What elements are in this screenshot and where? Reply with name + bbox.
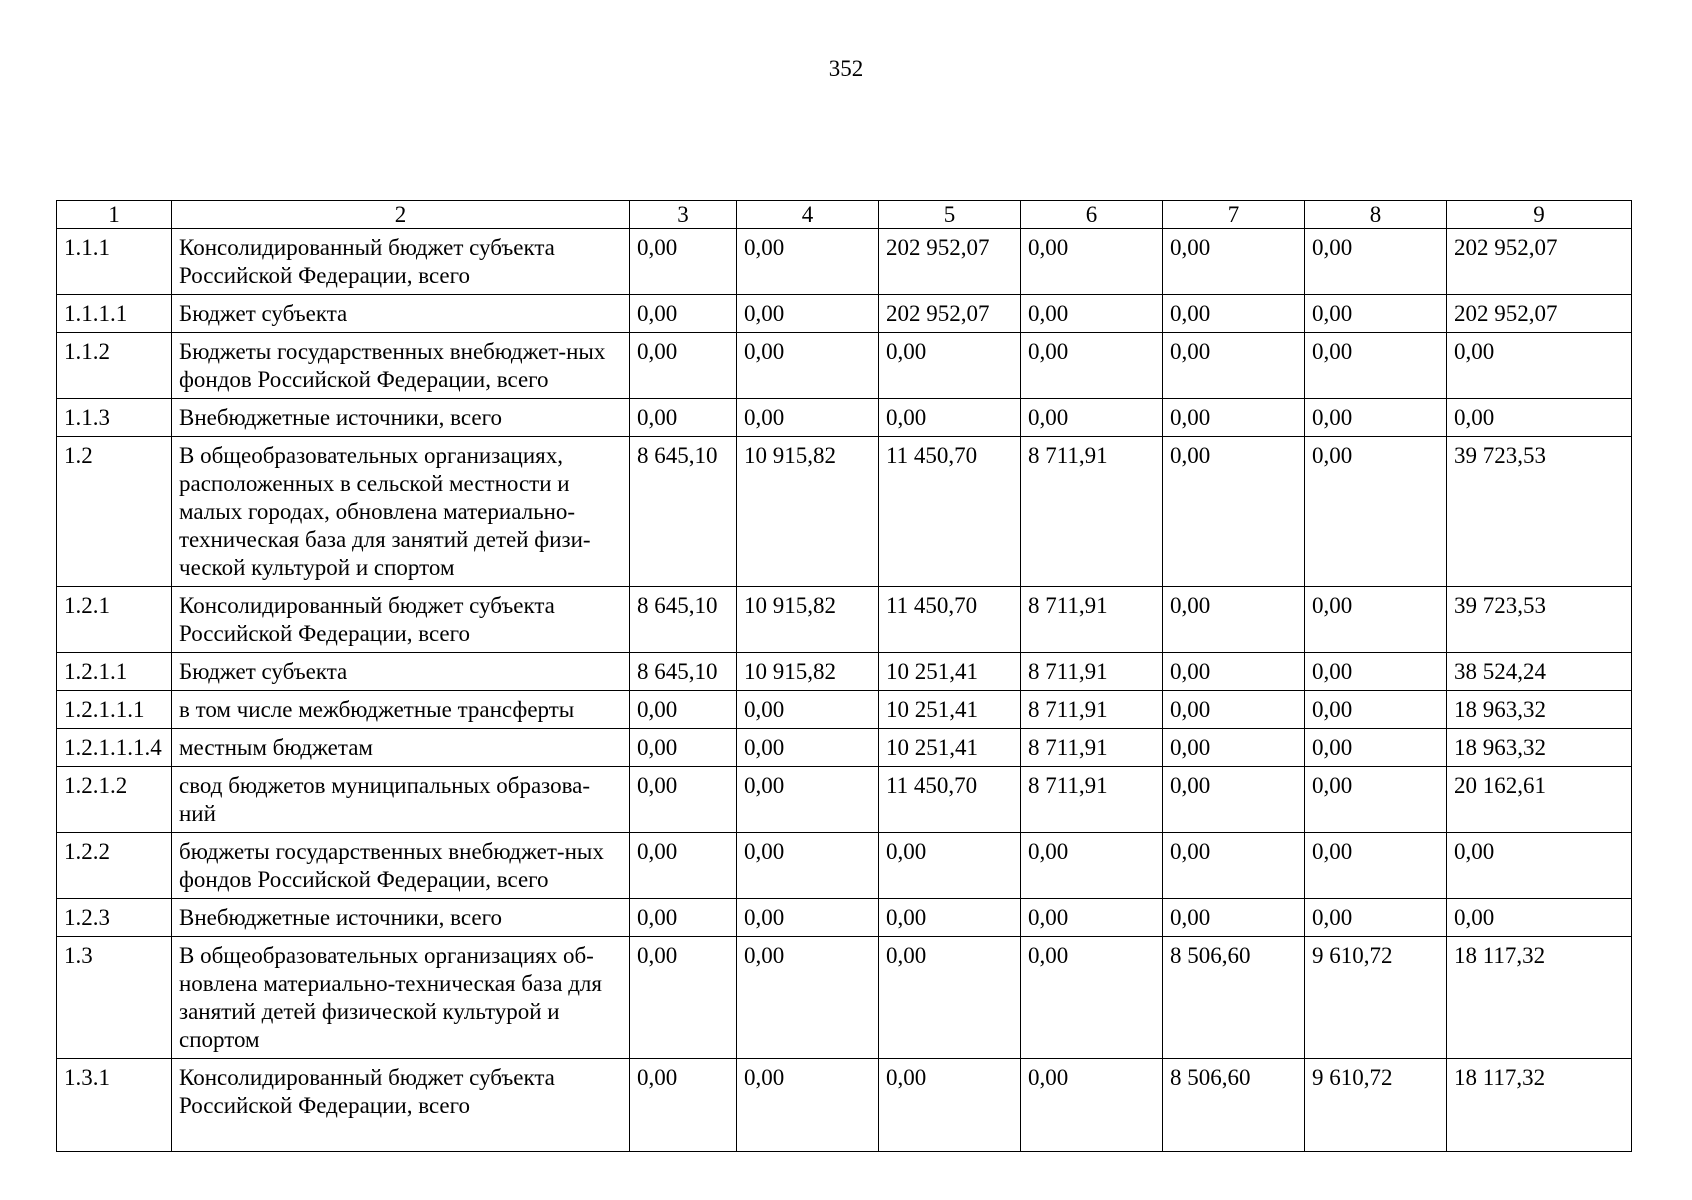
row-name: Внебюджетные источники, всего xyxy=(172,399,630,437)
value-cell-col-3: 0,00 xyxy=(630,399,737,437)
value-cell-col-5: 10 251,41 xyxy=(879,653,1021,691)
value-cell-col-8: 0,00 xyxy=(1305,399,1447,437)
value-cell-col-3: 0,00 xyxy=(630,729,737,767)
value-cell-col-7: 8 506,60 xyxy=(1163,937,1305,1059)
value-cell-col-6: 0,00 xyxy=(1021,1059,1163,1152)
value-cell-col-5: 202 952,07 xyxy=(879,295,1021,333)
value-cell-col-9: 39 723,53 xyxy=(1447,587,1632,653)
value-cell-col-3: 0,00 xyxy=(630,295,737,333)
row-name: местным бюджетам xyxy=(172,729,630,767)
value-cell-col-9: 20 162,61 xyxy=(1447,767,1632,833)
value-cell-col-4: 0,00 xyxy=(737,729,879,767)
column-header: 9 xyxy=(1447,201,1632,229)
value-cell-col-8: 0,00 xyxy=(1305,653,1447,691)
value-cell-col-6: 8 711,91 xyxy=(1021,691,1163,729)
value-cell-col-7: 0,00 xyxy=(1163,229,1305,295)
value-cell-col-5: 11 450,70 xyxy=(879,767,1021,833)
table-row xyxy=(57,899,1632,937)
row-code: 1.3 xyxy=(57,937,172,1059)
row-code: 1.2.1.1.1.4 xyxy=(57,729,172,767)
value-cell-col-9: 202 952,07 xyxy=(1447,229,1632,295)
value-cell-col-3: 8 645,10 xyxy=(630,653,737,691)
value-cell-col-9: 202 952,07 xyxy=(1447,295,1632,333)
row-code: 1.1.2 xyxy=(57,333,172,399)
table-row xyxy=(57,729,1632,767)
value-cell-col-4: 10 915,82 xyxy=(737,653,879,691)
value-cell-col-4: 0,00 xyxy=(737,229,879,295)
value-cell-col-6: 8 711,91 xyxy=(1021,767,1163,833)
value-cell-col-8: 0,00 xyxy=(1305,729,1447,767)
row-code: 1.1.3 xyxy=(57,399,172,437)
value-cell-col-5: 10 251,41 xyxy=(879,691,1021,729)
row-code: 1.3.1 xyxy=(57,1059,172,1152)
value-cell-col-5: 0,00 xyxy=(879,333,1021,399)
value-cell-col-9: 0,00 xyxy=(1447,399,1632,437)
value-cell-col-4: 0,00 xyxy=(737,767,879,833)
value-cell-col-4: 0,00 xyxy=(737,399,879,437)
value-cell-col-8: 0,00 xyxy=(1305,229,1447,295)
column-number-row xyxy=(57,201,1632,229)
value-cell-col-3: 0,00 xyxy=(630,229,737,295)
page-number: 352 xyxy=(828,56,864,81)
value-cell-col-9: 38 524,24 xyxy=(1447,653,1632,691)
value-cell-col-3: 0,00 xyxy=(630,333,737,399)
value-cell-col-8: 0,00 xyxy=(1305,691,1447,729)
table-row xyxy=(57,691,1632,729)
value-cell-col-4: 0,00 xyxy=(737,833,879,899)
row-name: Внебюджетные источники, всего xyxy=(172,899,630,937)
row-name: бюджеты государственных внебюджет-ных фондов Российской Федерации, всего xyxy=(172,833,630,899)
row-name: Бюджет субъекта xyxy=(172,653,630,691)
value-cell-col-6: 8 711,91 xyxy=(1021,437,1163,587)
value-cell-col-6: 0,00 xyxy=(1021,937,1163,1059)
column-header: 2 xyxy=(172,201,630,229)
value-cell-col-3: 0,00 xyxy=(630,937,737,1059)
column-header: 7 xyxy=(1163,201,1305,229)
row-name: свод бюджетов муниципальных образова-ний xyxy=(172,767,630,833)
row-code: 1.2 xyxy=(57,437,172,587)
row-code: 1.1.1 xyxy=(57,229,172,295)
row-name: Бюджеты государственных внебюджет-ных фондов Российской Федерации, всего xyxy=(172,333,630,399)
table-row xyxy=(57,333,1632,399)
value-cell-col-9: 18 117,32 xyxy=(1447,1059,1632,1152)
value-cell-col-6: 0,00 xyxy=(1021,229,1163,295)
value-cell-col-4: 0,00 xyxy=(737,899,879,937)
value-cell-col-4: 0,00 xyxy=(737,333,879,399)
budget-table xyxy=(56,200,1632,1152)
value-cell-col-5: 0,00 xyxy=(879,833,1021,899)
value-cell-col-7: 0,00 xyxy=(1163,767,1305,833)
table-row xyxy=(57,833,1632,899)
value-cell-col-9: 18 117,32 xyxy=(1447,937,1632,1059)
value-cell-col-3: 0,00 xyxy=(630,833,737,899)
column-header: 5 xyxy=(879,201,1021,229)
column-header: 3 xyxy=(630,201,737,229)
value-cell-col-5: 0,00 xyxy=(879,899,1021,937)
value-cell-col-3: 0,00 xyxy=(630,691,737,729)
value-cell-col-4: 0,00 xyxy=(737,691,879,729)
value-cell-col-4: 0,00 xyxy=(737,937,879,1059)
value-cell-col-8: 0,00 xyxy=(1305,437,1447,587)
value-cell-col-7: 8 506,60 xyxy=(1163,1059,1305,1152)
column-header: 4 xyxy=(737,201,879,229)
value-cell-col-6: 0,00 xyxy=(1021,833,1163,899)
value-cell-col-7: 0,00 xyxy=(1163,691,1305,729)
value-cell-col-7: 0,00 xyxy=(1163,653,1305,691)
value-cell-col-8: 0,00 xyxy=(1305,587,1447,653)
value-cell-col-8: 0,00 xyxy=(1305,767,1447,833)
value-cell-col-8: 0,00 xyxy=(1305,295,1447,333)
value-cell-col-5: 0,00 xyxy=(879,1059,1021,1152)
row-code: 1.2.1.1.1 xyxy=(57,691,172,729)
value-cell-col-7: 0,00 xyxy=(1163,729,1305,767)
value-cell-col-8: 0,00 xyxy=(1305,333,1447,399)
row-name: Консолидированный бюджет субъекта Российской Федерации, всего xyxy=(172,1059,630,1152)
value-cell-col-3: 0,00 xyxy=(630,767,737,833)
table-row xyxy=(57,937,1632,1059)
value-cell-col-3: 0,00 xyxy=(630,1059,737,1152)
table-row xyxy=(57,229,1632,295)
value-cell-col-5: 10 251,41 xyxy=(879,729,1021,767)
value-cell-col-9: 0,00 xyxy=(1447,899,1632,937)
table-row xyxy=(57,1059,1632,1152)
value-cell-col-3: 0,00 xyxy=(630,899,737,937)
value-cell-col-6: 0,00 xyxy=(1021,295,1163,333)
value-cell-col-6: 8 711,91 xyxy=(1021,653,1163,691)
value-cell-col-7: 0,00 xyxy=(1163,295,1305,333)
value-cell-col-9: 0,00 xyxy=(1447,333,1632,399)
row-name: В общеобразовательных организациях об-новлена материально-техническая база для занятий детей физической культурой и спортом xyxy=(172,937,630,1059)
column-header: 6 xyxy=(1021,201,1163,229)
table-row xyxy=(57,399,1632,437)
value-cell-col-4: 0,00 xyxy=(737,1059,879,1152)
table-row xyxy=(57,437,1632,587)
row-code: 1.2.1.1 xyxy=(57,653,172,691)
value-cell-col-7: 0,00 xyxy=(1163,833,1305,899)
value-cell-col-7: 0,00 xyxy=(1163,399,1305,437)
value-cell-col-7: 0,00 xyxy=(1163,333,1305,399)
value-cell-col-7: 0,00 xyxy=(1163,587,1305,653)
table-row xyxy=(57,587,1632,653)
value-cell-col-4: 10 915,82 xyxy=(737,437,879,587)
row-name: В общеобразовательных организациях, расположенных в сельской местности и малых городах, обновлена материально-техническая база для занятий детей физи-ческой культурой и спортом xyxy=(172,437,630,587)
table-row xyxy=(57,295,1632,333)
value-cell-col-9: 18 963,32 xyxy=(1447,729,1632,767)
row-code: 1.1.1.1 xyxy=(57,295,172,333)
row-code: 1.2.1 xyxy=(57,587,172,653)
table-row xyxy=(57,767,1632,833)
value-cell-col-9: 18 963,32 xyxy=(1447,691,1632,729)
table-row xyxy=(57,653,1632,691)
value-cell-col-6: 8 711,91 xyxy=(1021,587,1163,653)
value-cell-col-7: 0,00 xyxy=(1163,899,1305,937)
value-cell-col-6: 0,00 xyxy=(1021,333,1163,399)
row-name: Консолидированный бюджет субъекта Российской Федерации, всего xyxy=(172,229,630,295)
row-code: 1.2.2 xyxy=(57,833,172,899)
value-cell-col-5: 0,00 xyxy=(879,399,1021,437)
value-cell-col-3: 8 645,10 xyxy=(630,587,737,653)
value-cell-col-6: 0,00 xyxy=(1021,399,1163,437)
row-name: Консолидированный бюджет субъекта Российской Федерации, всего xyxy=(172,587,630,653)
value-cell-col-5: 11 450,70 xyxy=(879,437,1021,587)
value-cell-col-6: 8 711,91 xyxy=(1021,729,1163,767)
value-cell-col-6: 0,00 xyxy=(1021,899,1163,937)
value-cell-col-8: 9 610,72 xyxy=(1305,937,1447,1059)
value-cell-col-8: 9 610,72 xyxy=(1305,1059,1447,1152)
value-cell-col-9: 39 723,53 xyxy=(1447,437,1632,587)
value-cell-col-5: 11 450,70 xyxy=(879,587,1021,653)
value-cell-col-5: 202 952,07 xyxy=(879,229,1021,295)
column-header: 1 xyxy=(57,201,172,229)
value-cell-col-7: 0,00 xyxy=(1163,437,1305,587)
row-name: в том числе межбюджетные трансферты xyxy=(172,691,630,729)
value-cell-col-8: 0,00 xyxy=(1305,899,1447,937)
value-cell-col-9: 0,00 xyxy=(1447,833,1632,899)
value-cell-col-8: 0,00 xyxy=(1305,833,1447,899)
value-cell-col-3: 8 645,10 xyxy=(630,437,737,587)
row-code: 1.2.3 xyxy=(57,899,172,937)
value-cell-col-4: 0,00 xyxy=(737,295,879,333)
value-cell-col-4: 10 915,82 xyxy=(737,587,879,653)
value-cell-col-5: 0,00 xyxy=(879,937,1021,1059)
column-header: 8 xyxy=(1305,201,1447,229)
row-name: Бюджет субъекта xyxy=(172,295,630,333)
row-code: 1.2.1.2 xyxy=(57,767,172,833)
